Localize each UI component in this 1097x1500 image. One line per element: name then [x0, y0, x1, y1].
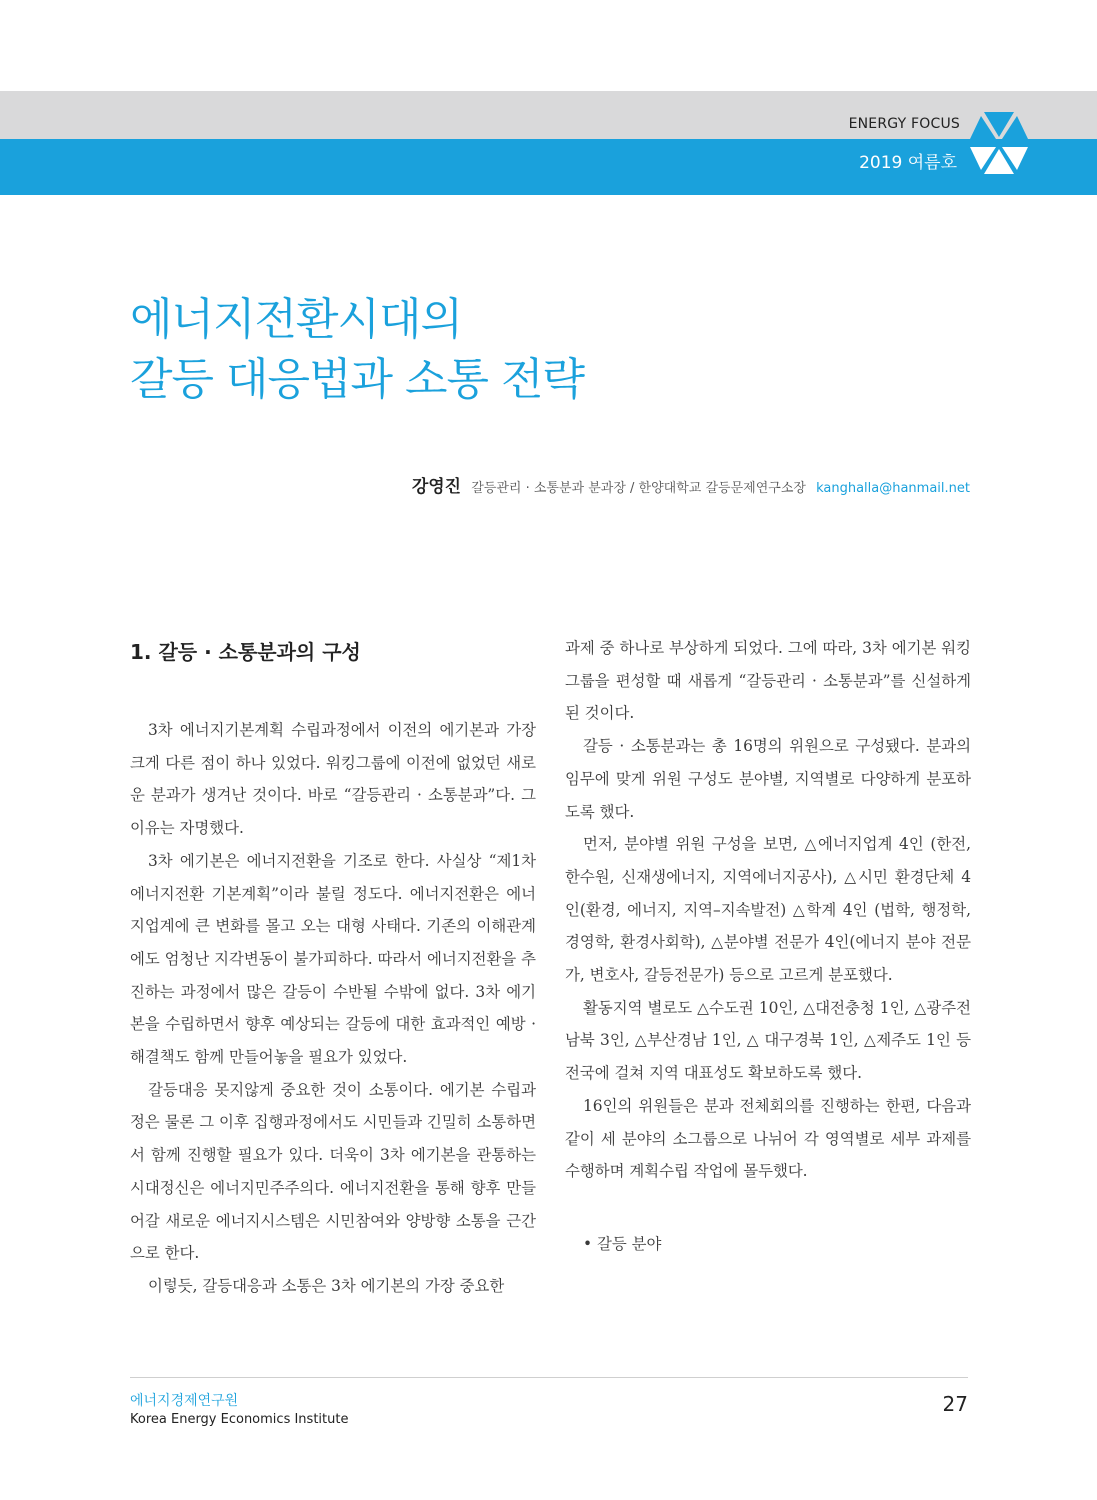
- footer-institute-kr: 에너지경제연구원: [130, 1393, 239, 1409]
- right-paragraph-4: 16인의 위원들은 분과 전체회의를 진행하는 한편, 다음과 같이 세 분야의 소그룹으로 나뉘어 각 영역별로 세부 과제를 수행하며 계획수립 작업에 몰두했다.: [565, 1096, 971, 1181]
- left-column: [130, 632, 536, 1303]
- title-line-2: 갈등 대응법과 소통 전략: [130, 354, 584, 405]
- title-line-1: 에너지전환시대의: [130, 294, 463, 345]
- bullet-item: • 갈등 분야: [583, 1234, 662, 1253]
- section-heading: 1. 갈등 · 소통분과의 구성: [130, 640, 361, 664]
- left-paragraph-4: 이렇듯, 갈등대응과 소통은 3차 에기본의 가장 중요한: [148, 1276, 505, 1295]
- right-paragraph-2: 먼저, 분야별 위원 구성을 보면, △에너지업계 4인 (한전, 한수원, 신재생에너지, 지역에너지공사), △시민 환경단체 4인(환경, 에너지, 지역–지속발전) △학계 4인 (법학, 행정학, 경영학, 환경사회학), △분야별 전문가 4인(에너지 분야 전문가, 변호사, 갈등전문가) 등으로 고르게 분포했다.: [565, 835, 971, 985]
- author-affiliation: 갈등관리 · 소통분과 분과장 / 한양대학교 갈등문제연구소장: [471, 481, 806, 496]
- author-line: [412, 472, 970, 497]
- magazine-name: ENERGY FOCUS: [848, 116, 960, 132]
- issue-label: 2019 여름호: [859, 153, 957, 173]
- left-paragraph-2: 3차 에기본은 에너지전환을 기조로 한다. 사실상 “제1차 에너지전환 기본계획”이라 불릴 정도다. 에너지전환은 에너지업계에 큰 변화를 몰고 오는 대형 사태다. 기존의 이해관계에도 엄청난 지각변동이 불가피하다. 따라서 에너지전환을 추진하는 과정에서 많은 갈등이 수반될 수밖에 없다. 3차 에기본을 수립하면서 향후 예상되는 갈등에 대한 효과적인 예방 · 해결책도 함께 만들어놓을 필요가 있었다.: [130, 851, 536, 1067]
- page-number: 27: [942, 1392, 968, 1416]
- footer-institute-en: Korea Energy Economics Institute: [130, 1412, 349, 1427]
- left-paragraph-1: 3차 에너지기본계획 수립과정에서 이전의 에기본과 가장 크게 다른 점이 하나 있었다. 워킹그룹에 이전에 없었던 새로운 분과가 생겨난 것이다. 바로 “갈등관리 · 소통분과”다. 그 이유는 자명했다.: [130, 721, 536, 838]
- triangle-hexagon-logo-icon: [968, 108, 1030, 178]
- right-continuation: 과제 중 하나로 부상하게 되었다. 그에 따라, 3차 에기본 워킹그룹을 편성할 때 새롭게 “갈등관리 · 소통분과”를 신설하게 된 것이다.: [565, 639, 971, 723]
- article-title: [130, 290, 584, 410]
- right-paragraph-1: 갈등 · 소통분과는 총 16명의 위원으로 구성됐다. 분과의 임무에 맞게 위원 구성도 분야별, 지역별로 다양하게 분포하도록 했다.: [565, 737, 971, 821]
- footer-divider: [130, 1377, 968, 1378]
- left-paragraph-3: 갈등대응 못지않게 중요한 것이 소통이다. 에기본 수립과정은 물론 그 이후 집행과정에서도 시민들과 긴밀히 소통하면서 함께 진행할 필요가 있다. 더욱이 3차 에기본을 관통하는 시대정신은 에너지민주주의다. 에너지전환을 통해 향후 만들어갈 새로운 에너지시스템은 시민참여와 양방향 소통을 근간으로 한다.: [130, 1080, 536, 1263]
- right-paragraph-3: 활동지역 별로도 △수도권 10인, △대전충청 1인, △광주전남북 3인, △부산경남 1인, △ 대구경북 1인, △제주도 1인 등 전국에 걸쳐 지역 대표성도 확보하도록 했다.: [565, 998, 971, 1083]
- author-name: 강영진: [411, 477, 462, 497]
- author-email: kanghalla@hanmail.net: [816, 481, 970, 496]
- right-column: [565, 632, 971, 1261]
